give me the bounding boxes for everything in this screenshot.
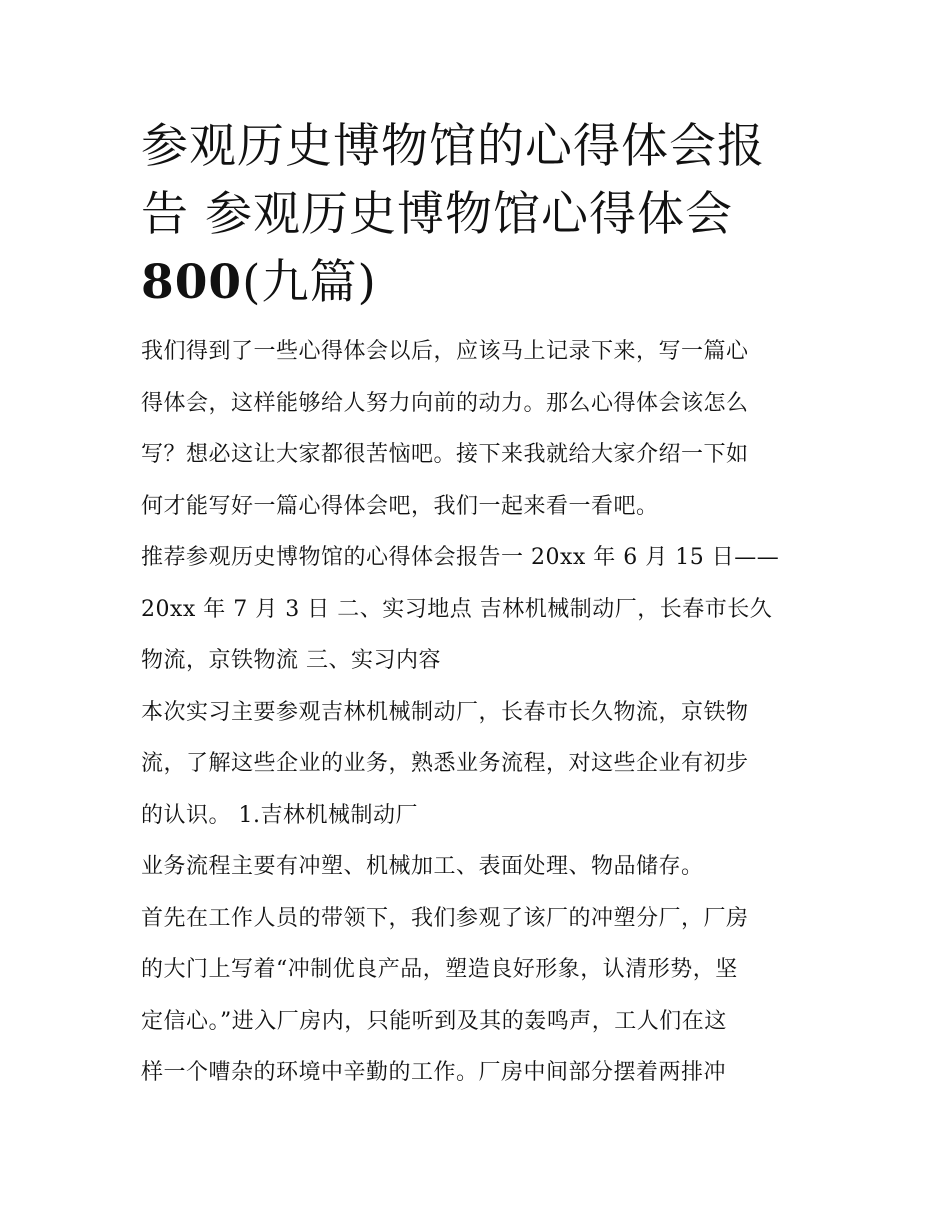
document-title (141, 113, 813, 317)
document-content (141, 113, 813, 1099)
text-line: 首先在工作人员的带领下，我们参观了该厂的冲塑分厂，厂房 (141, 905, 749, 931)
text-line: 本次实习主要参观吉林机械制动厂，长春市长久物流，京铁物 (141, 699, 749, 725)
text-line: 何才能写好一篇心得体会吧，我们一起来看一看吧。 (141, 493, 659, 519)
paragraph-business-process (141, 841, 813, 893)
document-body (141, 326, 813, 1099)
text-line: 样一个嘈杂的环境中辛勤的工作。厂房中间部分摆着两排冲 (141, 1060, 727, 1085)
paragraph-intro (141, 326, 813, 532)
title-line: 参观历史博物馆的心得体会报 (141, 119, 765, 174)
paragraph-factory-visit (141, 893, 813, 1099)
text-line: 流，了解这些企业的业务，熟悉业务流程，对这些企业有初步 (141, 751, 749, 776)
text-line: 的认识。 1.吉林机械制动厂 (141, 802, 418, 828)
title-line: 告 参观历史博物馆心得体会 (141, 187, 733, 242)
text-line: 20xx 年 7 月 3 日 二、实习地点 吉林机械制动厂，长春市长久 (141, 596, 773, 622)
text-line: 定信心。”进入厂房内，只能听到及其的轰鸣声，工人们在这 (141, 1008, 727, 1034)
text-line: 业务流程主要有冲塑、机械加工、表面处理、物品储存。 (141, 854, 704, 879)
text-line: 的大门上写着“冲制优良产品，塑造良好形象，认清形势，坚 (141, 957, 738, 982)
text-line: 我们得到了一些心得体会以后，应该马上记录下来，写一篇心 (141, 339, 749, 364)
text-line: 推荐参观历史博物馆的心得体会报告一 20xx 年 6 月 15 日—— (141, 545, 780, 570)
text-line: 得体会，这样能够给人努力向前的动力。那么心得体会该怎么 (141, 390, 749, 416)
title-number: 800 (141, 255, 243, 310)
text-line: 物流，京铁物流 三、实习内容 (141, 648, 441, 673)
title-suffix: (九篇) (242, 255, 377, 310)
paragraph-internship-content (141, 687, 813, 842)
text-line: 写？想必这让大家都很苦恼吧。接下来我就给大家介绍一下如 (141, 442, 749, 467)
paragraph-internship-info (141, 532, 813, 687)
title-line-last (141, 249, 813, 317)
